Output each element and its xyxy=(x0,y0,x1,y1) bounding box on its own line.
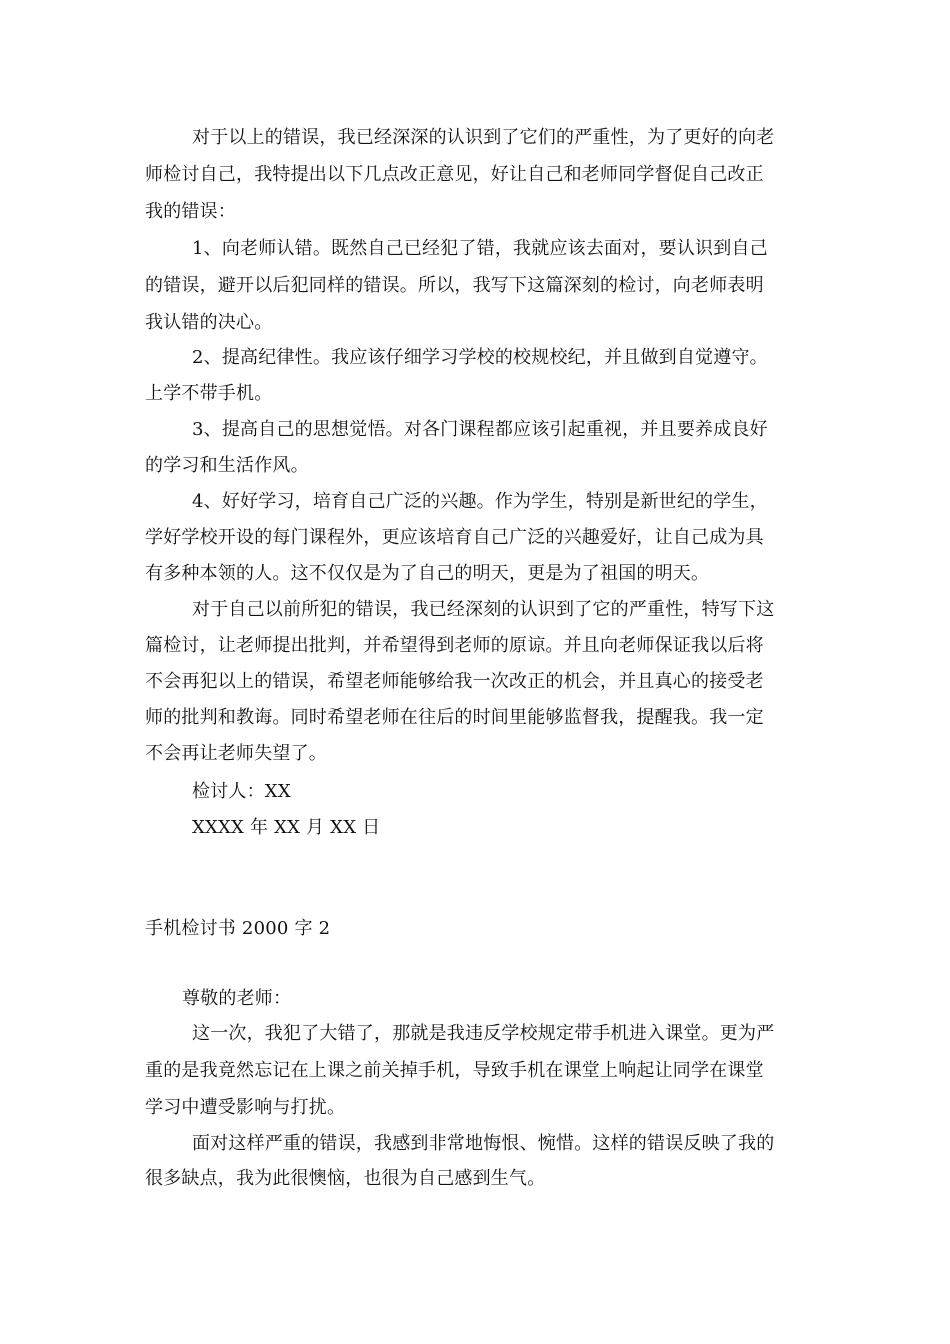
section-heading: 手机检讨书 2000 字 2 xyxy=(145,918,331,939)
paragraph-line: 的学习和生活作风。 xyxy=(145,455,309,476)
paragraph-line: 对于以上的错误，我已经深深的认识到了它们的严重性，为了更好的向老 xyxy=(192,127,775,148)
paragraph-line: 这一次，我犯了大错了，那就是我违反学校规定带手机进入课堂。更为严 xyxy=(192,1023,775,1044)
paragraph-line: 不会再让老师失望了。 xyxy=(145,743,327,764)
paragraph-line: 上学不带手机。 xyxy=(145,383,273,404)
paragraph-line: 对于自己以前所犯的错误，我已经深刻的认识到了它的严重性，特写下这 xyxy=(192,599,775,620)
paragraph-line: 4、好好学习，培育自己广泛的兴趣。作为学生，特别是新世纪的学生， xyxy=(192,491,768,512)
date: XXXX 年 XX 月 XX 日 xyxy=(192,817,381,838)
paragraph-line: 师检讨自己，我特提出以下几点改正意见，好让自己和老师同学督促自己改正 xyxy=(145,164,764,185)
paragraph-line: 3、提高自己的思想觉悟。对各门课程都应该引起重视，并且要养成良好 xyxy=(192,419,768,440)
paragraph-line: 有多种本领的人。这不仅仅是为了自己的明天，更是为了祖国的明天。 xyxy=(145,563,710,584)
paragraph-line: 重的是我竟然忘记在上课之前关掉手机，导致手机在课堂上响起让同学在课堂 xyxy=(145,1060,764,1081)
salutation: 尊敬的老师： xyxy=(182,988,292,1009)
paragraph-line: 很多缺点，我为此很懊恼，也很为自己感到生气。 xyxy=(145,1168,546,1189)
paragraph-line: 1、向老师认错。既然自己已经犯了错，我就应该去面对，要认识到自己 xyxy=(192,238,768,259)
paragraph-line: 面对这样严重的错误，我感到非常地悔恨、惋惜。这样的错误反映了我的 xyxy=(192,1133,775,1154)
paragraph-line: 我认错的决心。 xyxy=(145,312,273,333)
signature: 检讨人：XX xyxy=(192,781,291,802)
paragraph-line: 师的批判和教诲。同时希望老师在往后的时间里能够监督我，提醒我。我一定 xyxy=(145,707,764,728)
paragraph-line: 篇检讨，让老师提出批判，并希望得到老师的原谅。并且向老师保证我以后将 xyxy=(145,635,764,656)
paragraph-line: 2、提高纪律性。我应该仔细学习学校的校规校纪，并且做到自觉遵守。 xyxy=(192,347,768,368)
paragraph-line: 我的错误： xyxy=(145,201,236,222)
paragraph-line: 的错误，避开以后犯同样的错误。所以，我写下这篇深刻的检讨，向老师表明 xyxy=(145,275,764,296)
paragraph-line: 学好学校开设的每门课程外，更应该培育自己广泛的兴趣爱好，让自己成为具 xyxy=(145,527,764,548)
paragraph-line: 不会再犯以上的错误，希望老师能够给我一次改正的机会，并且真心的接受老 xyxy=(145,671,764,692)
paragraph-line: 学习中遭受影响与打扰。 xyxy=(145,1097,346,1118)
